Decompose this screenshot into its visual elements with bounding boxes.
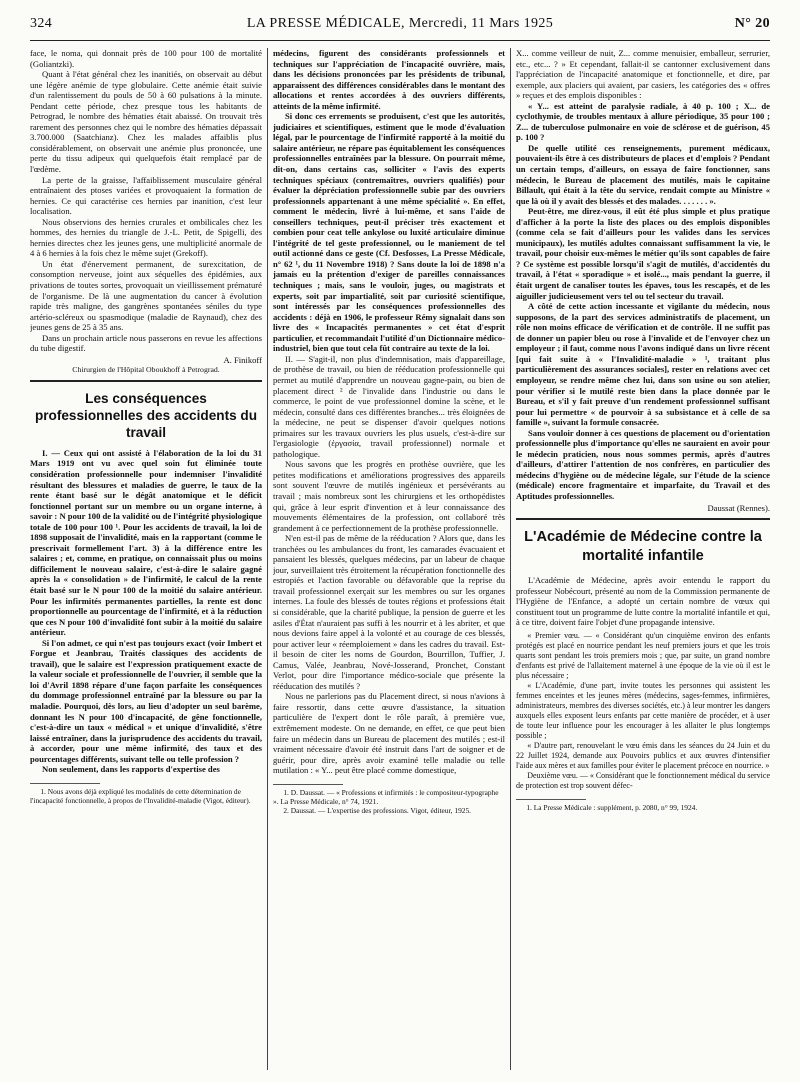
column-divider [267, 48, 268, 1070]
paragraph: A côté de cette action incessante et vigilante du médecin, nous supposons, de la part des services administratifs de placement, un rôle non moins efficace de vérification et de contrôle. Il ne suffit pas de donner un papier bleu ou rose à l'invalide et de l'envoyer chez un employeur ; il faut, comme nous l'avons indiqué dans un livre récent [qui fait suite à « l'Invalidité-maladie » ¹, traitant plus particulièrement des assurances sociales], rester en relations avec cet employeur, se rendre même chez lui, dans son usine ou son atelier, pour vérifier si le mutilé reste bien dans la place donnée par le Bureau, et s'il y fait preuve d'un rendement professionnel suffisant pour lui permettre « de pourvoir à sa subsistance et à celle de sa famille », suivant la formule consacrée. [516, 301, 770, 428]
footnote: 2. Daussat. — L'expertise des professions. Vigot, éditeur, 1925. [283, 806, 472, 816]
footnote-rule [273, 784, 343, 785]
paragraph: Si l'on admet, ce qui n'est pas toujours exact (voir Imbert et Forgue et Jeanbrau, Traités classiques des accidents de travail), que le salaire est l'expression pratiquement exacte de la valeur sociale et professionnelle de l'ouvrier, il semble que la loi d'Avril 1898 répare d'une façon parfaite les conséquences du dommage professionnel entraîné par la blessure ou par la maladie. Pourquoi, dès lors, au lieu d'adopter un seul barème, donnant les N pour 100 d'incapacité, de gêne fonctionnelle, c'est-à-dire un taux « médical » et unique d'invalidité, s'être laissé entraîner, dans la jurisprudence des accidents du travail, à accorder, pour une même infirmité, des taux et des pourcentages différents, suivant telle ou telle profession ? [30, 637, 262, 764]
column-divider [510, 48, 511, 1070]
paragraph: N'en est-il pas de même de la rééducation ? Alors que, dans les tranchées ou les ambulances du front, les camarades évacuaient et pansaient les blessés, quelques médecins, par un labeur de chaque jour, surveillaient très étroitement la récupération fonctionnelle des estropiés et l'action favorable ou défavorable que la reprise du travail professionnel exerçait sur les membres ou sur les organes internes. La foule des blessés de toutes régions et professions était si considérable, que la charité publique, la pension de guerre et les asiles d'État n'auraient pas suffi à les nourrir et à les abriter, et que nous devions faire appel à la volonté et au courage de ces blessés, pour activer leur « réemploiement » dans les cadres du travail. Est-il besoin de citer les noms de Gourdon, Bourrillon, Tuffier, J. Camus, Valée, Jeanbrau, Nové-Josserand, Pronchet, Constant Verlot, pour dire l'importance médico-sociale que présente la rééducation des mutilés ? [273, 533, 505, 691]
paragraph: « L'Académie, d'une part, invite toutes les personnes qui assistent les femmes enceintes et les jeunes mères (médecins, sages-femmes, infirmières, administrateurs, membres des diverses sociétés, etc.) à leur montrer les dangers auxquels elles exposent leurs enfants par cette manière de procéder, et à user de toute leur influence pour les encourager à les allaiter le plus longtemps possible ; [516, 680, 770, 740]
paragraph: face, le noma, qui donnait près de 100 pour 100 de mortalité (Goliantzki). [30, 48, 262, 69]
paragraph: « Premier vœu. — « Considérant qu'un cinquième environ des enfants protégés est placé en nourrice pendant les neuf premiers jours et que les trois quarts sont pendant les trois premiers mois ; que, par suite, un grand nombre d'enfants est privé de l'allaitement maternel à une époque de la vie où il est le plus nécessaire ; [516, 630, 770, 680]
paragraph: Nous savons que les progrès en prothèse ouvrière, que les petites modifications et améliorations progressives des appareils sont souvent l'œuvre de mutilés ingénieux et persévérants au travail ; mais nombreux sont les chirurgiens et les orthopédistes qui, grâce à leur esprit d'invention et à leur connaissance des mouvements élémentaires de la profession, ont collaboré très grandement à ce perfectionnement de la prothèse professionnelle. [273, 459, 505, 533]
issue-number: N° 20 [734, 16, 770, 31]
paragraph: Peut-être, me direz-vous, il eût été plus simple et plus pratique d'afficher à la porte la liste des places ou des emplois disponibles (comme cela se fait d'ailleurs pour les valides dans les services municipaux), les mutilés adultes connaissant suffisamment la vie, le travail, pour choisir eux-mêmes le métier qu'ils sont capables de faire ? Ce système est possible lorsqu'il s'agit de mutilés, d'accidentés du travail, à l'état « sporadique » et isolé..., mais pendant la guerre, il était urgent de canaliser toutes les épaves, tous les rescapés, et de les aiguiller judicieusement vers tel ou tel secteur du travail. [516, 206, 770, 301]
footnote: 1. La Presse Médicale : supplément, p. 2080, n° 99, 1924. [526, 802, 698, 812]
footnote-rule [30, 783, 100, 784]
paragraph: Non seulement, dans les rapports d'expertise des [42, 764, 220, 775]
paragraph: Nous observions des hernies crurales et ombilicales chez les hommes, des hernies du triangle de J.-L. Petit, de Spigelli, des hernies directes chez les jeunes gens, une multiplicité anormale de 4 à 6 hernies à la fois chez le même sujet (Grekoff). [30, 216, 262, 259]
article-title: L'Académie de Médecine contre la mortalité infantile [524, 529, 762, 565]
paragraph: Dans un prochain article nous passerons en revue les affections du tube digestif. [30, 332, 262, 354]
column-3 [516, 48, 770, 1070]
author-signature: A. Finikoff [223, 354, 262, 365]
paragraph: Si donc ces errements se produisent, c'est que les autorités, judiciaires et scientifiques, estiment que le mode d'évaluation légal, par le pourcentage de l'infirmité rapporté à la moitié du salaire antérieur, ne répare pas équitablement les conséquences professionnelles entraînées par la blessure. On pourrait même, dit-on, dans certains cas, solliciter « l'avis des experts techniques spéciaux (contremaîtres, ouvriers qualifiés) pour évaluer la dépréciation professionnelle subie par des ouvriers professionnels appartenant à une même spécialité ». En effet, comment le médecin, livré à lui-même, et sans l'aide de conseillers techniques, peut-il préciser très exactement et combien pour ceat telle ankylose ou luxité articulaire diminue l'intégrité de tel geste professionnel, ou le maniement de tel outil actionné dans ce geste (Cf. Desfosses, La Presse Médicale, n° 62 ¹, du 11 Novembre 1918) ? Sans doute la loi de 1898 n'a jamais eu la prétention d'exiger de pareilles connaissances techniques ; mais, sans le vouloir, juges, ou magistrats et experts, soit par impartialité, soit par curiosité scientifique, sont intéressés par les conséquences professionnelles des accidents : déjà en 1906, le professeur Rémy signalait dans son livre des « Incapacités permanentes » cet état d'esprit particulier, et recommandait l'utilité d'un Dictionnaire médico-industriel, bien que tout cela fût contraire au texte de la loi. [273, 111, 505, 354]
column-1 [30, 48, 262, 1070]
paragraph: médecins, figurent des considérants professionnels et techniques sur l'appréciation de l'incapacité ouvrière, mais, dans les décisions prononcées par les présidents de tribunal, apparaissent des différences considérables dans le montant des allocations et rentes accordées à des ouvriers différents, atteints de la même infirmité. [273, 48, 505, 111]
footnote: 1. D. Daussat. — « Professions et infirmités : le compositeur-typographe ». La Presse Médicale, n° 74, 1921. [273, 787, 499, 806]
running-head: LA PRESSE MÉDICALE, Mercredi, 11 Mars 1925 [246, 16, 554, 31]
paragraph: « Y... est atteint de paralysie radiale, à 40 p. 100 ; X... de cyclothymie, de troubles mentaux à allure périodique, 35 pour 100 ; Z... de tuberculose pulmonaire en voie de sclérose et de guérison, 45 p. 100 ? [516, 100, 770, 143]
paragraph: Un état d'énervement permanent, de surexcitation, de consomption nerveuse, joint aux séquelles des épidémies, aux privations de toutes sortes, provoquait un vieillissement prématuré de l'organisme. De là une augmentation du cancer à évolution rapide très maligne, des gangrènes spontanées séniles du type artério-scléreux ou spasmodique (maladie de Raynaud), chez des jeunes gens de 25 à 35 ans. [30, 258, 262, 333]
paragraph: L'Académie de Médecine, après avoir entendu le rapport du professeur Nobécourt, présenté au nom de la Commission permanente de l'Hygiène de l'Enfance, a adopté un certain nombre de vœux qui constituent tout un programme de lutte contre la mortalité infantile et qui, à ce titre, doivent faire l'objet d'une propagande intensive. [516, 575, 770, 628]
paragraph: Nous ne parlerions pas du Placement direct, si nous n'avions à faire ressortir, dans cette œuvre d'assistance, la situation particulière de l'expert dont le rôle paraît, à première vue, extrêmement modeste. On ne demande, en effet, ce que peut bien faire un médecin dans un Bureau de placement des mutilés ; est-il vraiment nécessaire d'avoir été instruit dans l'art de soigner et de guérir, pour dire, après avoir examiné telle maladie ou telle mutilation : « Y... peut être placé comme domestique, [273, 691, 505, 776]
paragraph: La perte de la graisse, l'affaiblissement musculaire général entraînaient des ptoses variées et provoquaient la formation de hernies. Ce qui caractérise ces hernies par inanition, c'est leur localisation. [30, 174, 262, 217]
page-header [30, 16, 770, 40]
section-rule [516, 518, 770, 520]
paragraph: I. — Ceux qui ont assisté à l'élaboration de la loi du 31 Mars 1919 ont vu avec quel soin fut éliminée toute considération professionnelle pour indemniser l'invalidité résultant des blessures et maladies de guerre, le taux de la rente étant basé sur le dégât anatomique et le déficit fonctionnel portant sur un membre ou un organe interne, à savoir : N pour 100 de la validité ou de l'intégrité physiologique totale de 100 pour 100 ¹. Pour les accidents de travail, la loi de 1898 supposait de l'invalidité, mais en la rapportant (comme le prescrivait formellement l'art. 3) à la différence entre les salaires ; et, comme, en pratique, on connaissait plus ou moins difficilement le nouveau salaire, c'est-à-dire le salaire gagné après la « consolidation » de l'infirmité, le calcul de la rente était basé sur le N pour 100 de la moitié du salaire antérieur. Pour les infirmités permanentes partielles, la rente est donc proportionnelle au pourcentage de l'infirmité, et à la réduction que ces N pour 100 d'invalidité font subir à la moitié du salaire antérieur. [30, 447, 262, 638]
paragraph: Quant à l'état général chez les inanitiés, on observait au début une légère anémie de type globulaire. Cette anémie était suivie d'un ralentissement du pouls de 50 à 60 pulsations à la minute. Pendant cette période, chez presque tous les habitants de Petrograd, le nombre des hématies était abaissé. On trouvait très rarement des personnes chez qui le nombre des hématies dépassait 3.700.000 (Saatchianz). Chez les malades affaiblis plus considérablement, on observait une anémie plus prononcée, une perte du tissu adipeux qui quelquefois était remplacé par de l'œdème. [30, 69, 262, 175]
paragraph: De quelle utilité ces renseignements, purement médicaux, pouvaient-ils être à ces distributeurs de places et d'emplois ? Pendant un certain temps, d'ailleurs, on essaya de faire fonctionner, sans médecin, le Bureau de placement des mutilés, mais le capitaine Billault, qui était à la tête du service, rendait compte au Ministre « que là où il y avait des blessés et des malades. . . . . . . ». [516, 142, 770, 206]
section-rule [30, 380, 262, 382]
paragraph: Sans vouloir donner à ces questions de placement ou d'orientation professionnelle plus d'importance qu'elles ne sauraient en avoir pour le médecin praticien, nous nous sommes permis, après d'autres d'ailleurs, d'attirer l'attention de nos confrères, en particulier des médecins d'hygiène ou de médecine légale, sur l'étude de la science (médicale) encore fragmentaire et imparfaite, du Travail et des Aptitudes professionnelles. [516, 427, 770, 501]
author-signature: Daussat (Rennes). [707, 502, 770, 513]
header-rule [30, 40, 770, 41]
paragraph: X... comme veilleur de nuit, Z... comme menuisier, emballeur, serrurier, etc., etc... ? » Et cependant, fallait-il se cantonner exclusivement dans l'appréciation de l'incapacité anatomique et fonctionnelle, et dire, par exemple, aux placiers qui avaient, par casiers, les catégories des « offres » reçues et des emplois disponibles : [516, 48, 770, 101]
article-title: Les conséquences professionnelles des accidents du travail [34, 390, 258, 440]
footnote-rule [516, 799, 586, 800]
author-role: Chirurgien de l'Hôpital Oboukhoff à Petrograd. [72, 365, 220, 375]
page-number: 324 [30, 16, 53, 31]
footnote: 1. Nous avons déjà expliqué les modalités de cette détermination de l'incapacité fonctionnelle, à propos de l'Invalidité-maladie (Vigot, éditeur). [30, 786, 251, 806]
column-2 [273, 48, 505, 1070]
paragraph: II. — S'agit-il, non plus d'indemnisation, mais d'appareillage, de prothèse de travail, ou bien de rééducation professionnelle qui permet au mutilé d'apprendre un nouveau gagne-pain, ou bien de placement direct ² de l'invalide dans l'industrie ou dans le commerce, le point de vue professionnel domine la scène, et le médecin, consulté dans ces différentes branches... très éloignées de la médecine, ne peut se dispenser d'avoir quelques notions primaires sur les travaux ouvriers les plus usuels, c'est-à-dire sur l'ergasiologie (ἐργασία, travail professionnel) normale et pathologique. [273, 353, 505, 459]
paragraph: « D'autre part, renouvelant le vœu émis dans les séances du 24 Juin et du 22 Juillet 1924, demande aux Pouvoirs publics et aux œuvres d'intensifier l'aide aux mères et aux familles pour éviter le placement précoce en nourrice. » [516, 740, 770, 770]
paragraph: Deuxième vœu. — « Considérant que le fonctionnement médical du service de protection est trop souvent défec- [516, 770, 770, 790]
